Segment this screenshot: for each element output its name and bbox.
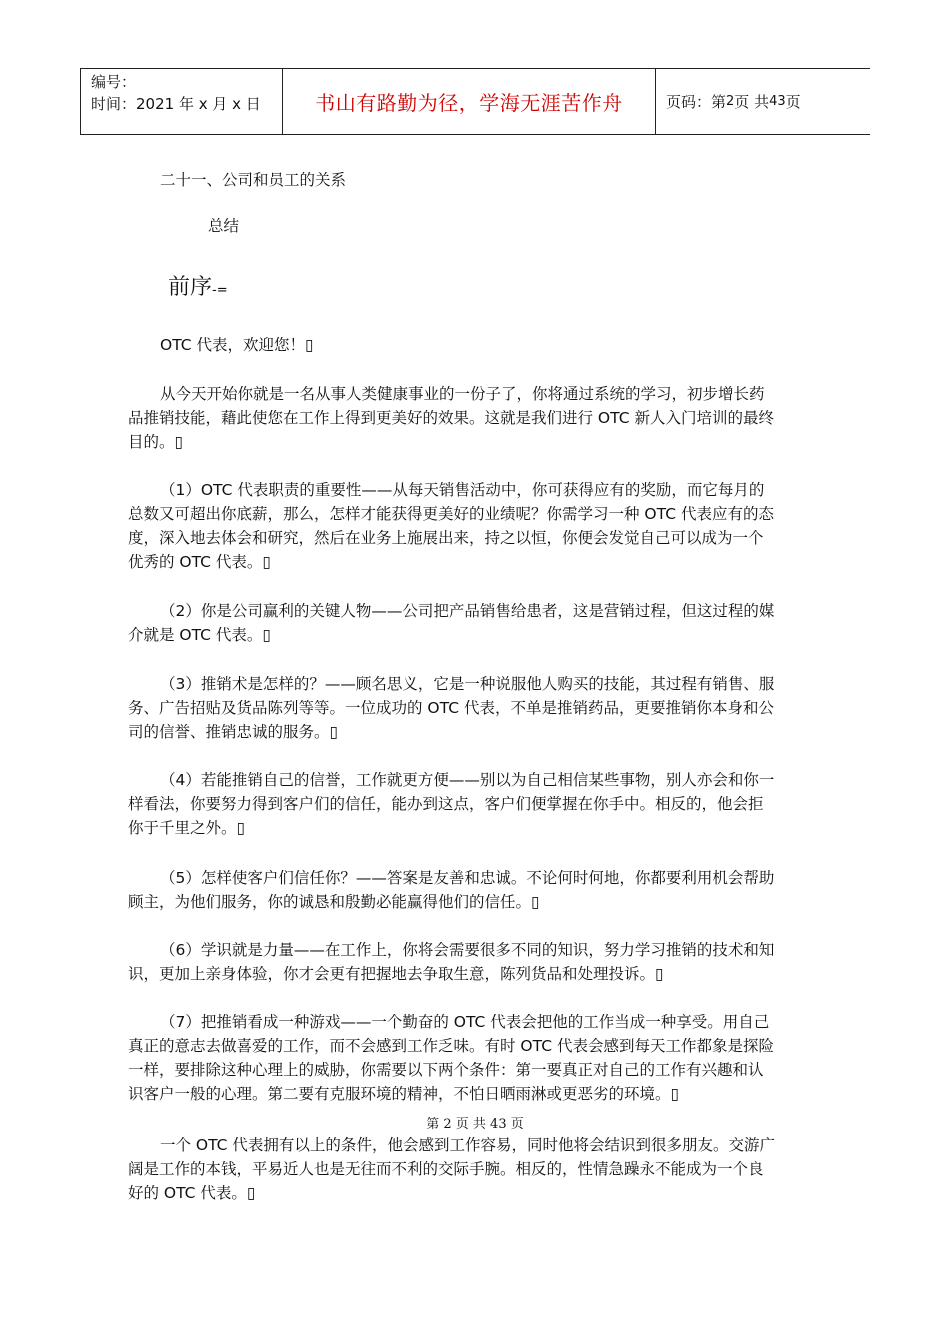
paragraph-line: 介就是 OTC 代表。▯	[128, 626, 271, 644]
paragraph-line: 一个 OTC 代表拥有以上的条件，他会感到工作容易，同时他将会结识到很多朋友。交游广	[160, 1136, 775, 1154]
toc-summary: 总结	[208, 217, 240, 235]
paragraph-line: 一样，要排除这种心理上的威胁，你需要以下两个条件：第一要真正对自己的工作有兴趣和认	[128, 1061, 764, 1079]
page-total: 43	[769, 94, 786, 109]
paragraph-line: （2）你是公司赢利的关键人物——公司把产品销售给患者，这是营销过程，但这过程的媒	[160, 602, 775, 620]
page-suffix: 页	[785, 93, 801, 111]
paragraph-line: 真正的意志去做喜爱的工作，而不会感到工作乏味。有时 OTC 代表会感到每天工作都象是探险	[128, 1037, 774, 1055]
header-time: 时间：2021 年 x 月 x 日	[91, 95, 261, 113]
paragraph-line: 司的信誉、推销忠诚的服务。▯	[128, 723, 339, 741]
paragraph-line: 你于千里之外。▯	[128, 819, 246, 837]
paragraph-line: 阔是工作的本钱，平易近人也是无往而不利的交际手腕。相反的，性情急躁永不能成为一个良	[128, 1160, 764, 1178]
paragraph-line: 识，更加上亲身体验，你才会更有把握地去争取生意，陈列货品和处理投诉。▯	[128, 965, 664, 983]
paragraph-line: 从今天开始你就是一名从事人类健康事业的一份子了，你将通过系统的学习，初步增长药	[160, 385, 765, 403]
paragraph-line: 品推销技能，藉此使您在工作上得到更美好的效果。这就是我们进行 OTC 新人入门培训的最终	[128, 409, 774, 427]
paragraph-line: 顾主，为他们服务，你的诚恳和殷勤必能赢得他们的信任。▯	[128, 893, 540, 911]
paragraph-line: （1）OTC 代表职责的重要性——从每天销售活动中，你可获得应有的奖励，而它每月的	[160, 481, 765, 499]
welcome-line: OTC 代表，欢迎您！▯	[160, 336, 314, 354]
paragraph-line: 目的。▯	[128, 433, 184, 451]
paragraph-line: （5）怎样使客户们信任你？——答案是友善和忠诚。不论何时何地，你都要利用机会帮助	[160, 869, 775, 887]
paragraph-line: 总数又可超出你底薪，那么，怎样才能获得更美好的业绩呢？你需学习一种 OTC 代表应有的态	[128, 505, 774, 523]
page-number: 2	[726, 94, 735, 109]
header-number: 编号：	[91, 73, 137, 91]
paragraph-line: 务、广告招贴及货品陈列等等。一位成功的 OTC 代表，不单是推销药品，更要推销你本身和公	[128, 699, 774, 717]
paragraph-line: （3）推销术是怎样的？——顾名思义，它是一种说服他人购买的技能，其过程有销售、服	[160, 675, 775, 693]
header-page-info	[656, 69, 870, 134]
page-footer: 第 2 页 共 43 页	[426, 1117, 524, 1132]
toc-item-21: 二十一、公司和员工的关系	[160, 171, 347, 189]
preface-title-tail: -=	[212, 283, 228, 298]
header-meta	[81, 69, 283, 134]
paragraph-line: 优秀的 OTC 代表。▯	[128, 553, 271, 571]
paragraph-line: 度，深入地去体会和研究，然后在业务上施展出来，持之以恒，你便会发觉自己可以成为一个	[128, 529, 764, 547]
page-prefix: 页码：第	[666, 93, 727, 111]
paragraph-line: 样看法，你要努力得到客户们的信任，能办到这点，客户们便掌握在你手中。相反的，他会拒	[128, 795, 764, 813]
page-mid: 页 共	[734, 93, 770, 111]
header-motto: 书山有路勤为径，学海无涯苦作舟	[283, 69, 656, 134]
paragraph-line: 识客户一般的心理。第二要有克服环境的精神，不怕日晒雨淋或更恶劣的环境。▯	[128, 1085, 680, 1103]
paragraph-line: （7）把推销看成一种游戏——一个勤奋的 OTC 代表会把他的工作当成一种享受。用自己	[160, 1013, 770, 1031]
paragraph-line: （6）学识就是力量——在工作上，你将会需要很多不同的知识，努力学习推销的技术和知	[160, 941, 775, 959]
preface-heading	[168, 270, 228, 301]
paragraph-line: 好的 OTC 代表。▯	[128, 1184, 256, 1202]
preface-title: 前序	[168, 275, 213, 300]
paragraph-line: （4）若能推销自己的信誉，工作就更方便——别以为自己相信某些事物，别人亦会和你一	[160, 771, 775, 789]
document-header	[80, 68, 870, 135]
